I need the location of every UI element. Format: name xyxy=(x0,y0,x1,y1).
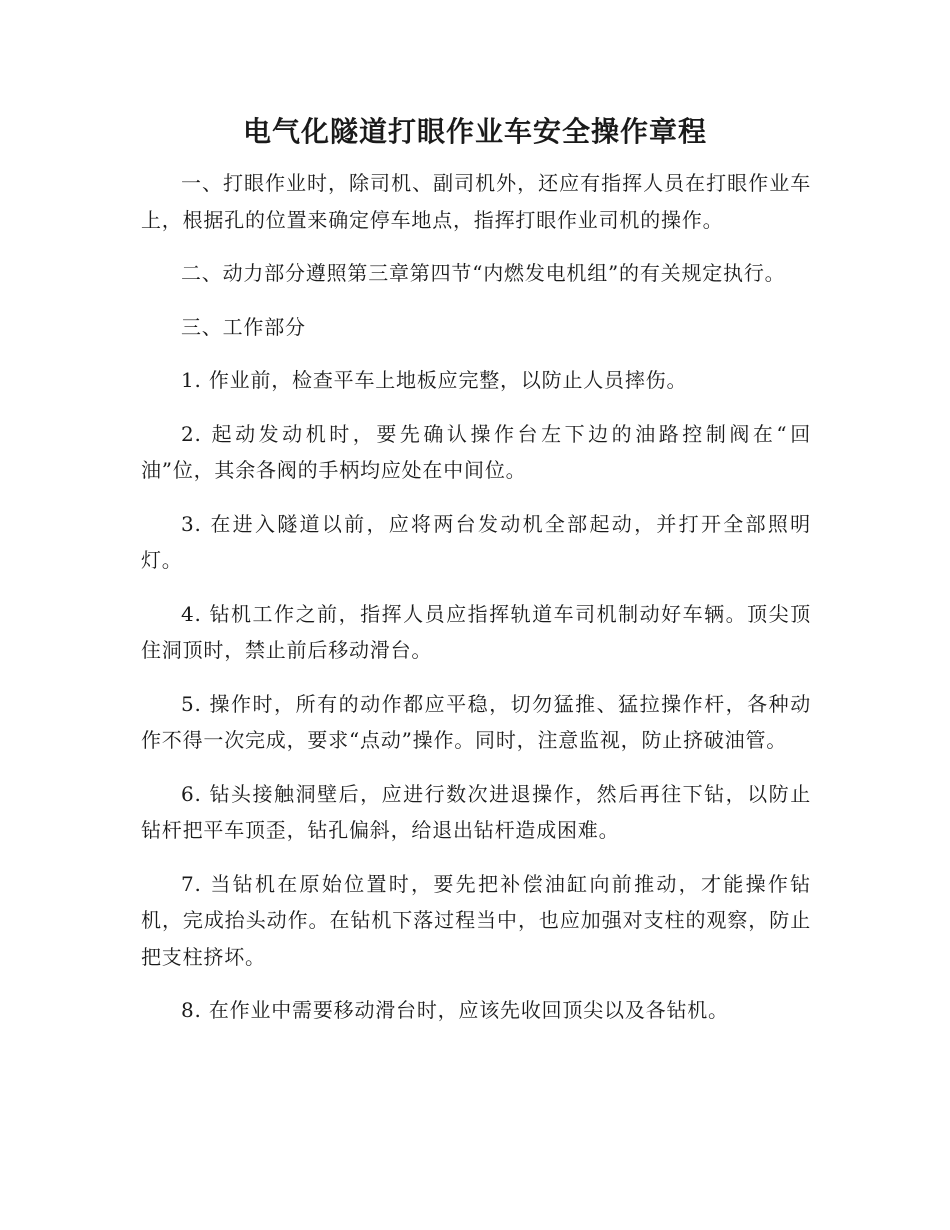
paragraph-1: 一、打眼作业时，除司机、副司机外，还应有指挥人员在打眼作业车上，根据孔的位置来确定停车地点，指挥打眼作业司机的操作。 xyxy=(141,171,811,232)
paragraph-4: 1. 作业前，检查平车上地板应完整，以防止人员摔伤。 xyxy=(181,368,688,392)
paragraph-11: 8. 在作业中需要移动滑台时，应该先收回顶尖以及各钻机。 xyxy=(181,998,729,1022)
paragraph-8: 5. 操作时，所有的动作都应平稳，切勿猛推、猛拉操作杆，各种动作不得一次完成，要求“点动”操作。同时，注意监视，防止挤破油管。 xyxy=(141,691,811,752)
paragraph-9: 6. 钻头接触洞壁后，应进行数次进退操作，然后再往下钻，以防止钻杆把平车顶歪，钻孔偏斜，给退出钻杆造成困难。 xyxy=(141,781,811,842)
document-body xyxy=(141,165,811,1046)
paragraph-7: 4. 钻机工作之前，指挥人员应指挥轨道车司机制动好车辆。顶尖顶住洞顶时，禁止前后移动滑台。 xyxy=(141,601,811,662)
paragraph-3: 三、工作部分 xyxy=(181,314,306,339)
paragraph-2: 二、动力部分遵照第三章第四节“内燃发电机组”的有关规定执行。 xyxy=(181,261,786,285)
document-title: 电气化隧道打眼作业车安全操作章程 xyxy=(242,115,707,148)
paragraph-6: 3. 在进入隧道以前，应将两台发动机全部起动，并打开全部照明灯。 xyxy=(141,511,811,572)
paragraph-10: 7. 当钻机在原始位置时，要先把补偿油缸向前推动，才能操作钻机，完成抬头动作。在钻机下落过程当中，也应加强对支柱的观察，防止把支柱挤坏。 xyxy=(141,871,811,969)
paragraph-5: 2. 起动发动机时，要先确认操作台左下边的油路控制阀在“回油”位，其余各阀的手柄均应处在中间位。 xyxy=(141,421,811,482)
